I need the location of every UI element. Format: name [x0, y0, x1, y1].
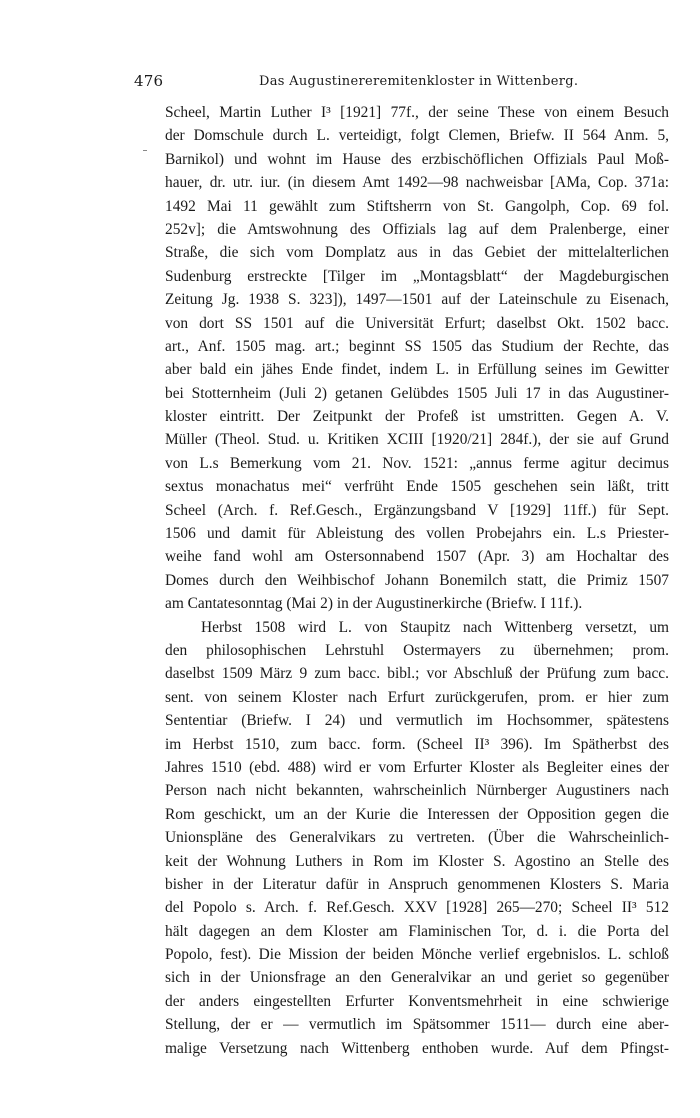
text-line: del Popolo s. Arch. f. Ref.Gesch. XXV [1928] 265—270; Scheel II³ 512: [165, 899, 669, 917]
text-line: sent. von seinem Kloster nach Erfurt zurückgerufen, prom. er hier zum: [165, 688, 669, 706]
text-line: Stellung, der er — vermutlich im Spätsommer 1511— durch eine aber-: [165, 1016, 669, 1034]
text-line: aber bald ein jähes Ende findet, indem L. in Erfüllung seines im Gewitter: [165, 361, 669, 379]
text-line: 252v]; die Amtswohnung des Offizials lag auf dem Pralenberge, einer: [165, 220, 669, 238]
text-line: 1506 und damit für Ableistung des vollen Probejahrs ein. L.s Priester-: [165, 525, 669, 543]
text-line: malige Versetzung nach Wittenberg enthoben wurde. Auf dem Pfingst-: [165, 1039, 669, 1057]
text-line: am Cantatesonntag (Mai 2) in der Augustinerkirche (Briefw. I 11f.).: [165, 595, 583, 613]
text-line: Herbst 1508 wird L. von Staupitz nach Wittenberg versetzt, um: [201, 618, 669, 636]
page-number: 476: [134, 72, 164, 90]
text-line: bisher in der Literatur dafür in Anspruch genommenen Klosters S. Maria: [165, 875, 669, 893]
text-line: Barnikol) und wohnt im Hause des erzbischöflichen Offizials Paul Moß-: [165, 150, 669, 168]
text-line: Zeitung Jg. 1938 S. 323]), 1497—1501 auf der Lateinschule zu Eisenach,: [165, 291, 669, 309]
running-head: Das Augustinereremitenkloster in Wittenberg.: [259, 74, 579, 89]
text-line: der anders eingestellten Erfurter Konventsmehrheit in eine schwierige: [165, 992, 669, 1010]
text-line: weihe fand wohl am Ostersonnabend 1507 (Apr. 3) am Hochaltar des: [165, 548, 669, 566]
text-line: art., Anf. 1505 mag. art.; beginnt SS 1505 das Studium der Rechte, das: [165, 337, 669, 355]
text-line: Sententiar (Briefw. I 24) und vermutlich im Hochsommer, spätestens: [165, 712, 669, 730]
text-line: Popolo, fest). Die Mission der beiden Mönche verlief ergebnislos. L. schloß: [165, 946, 669, 964]
text-line: daselbst 1509 März 9 zum bacc. bibl.; vor Abschluß der Prüfung zum bacc.: [165, 665, 669, 683]
margin-mark: [143, 150, 147, 151]
text-line: im Herbst 1510, zum bacc. form. (Scheel II³ 396). Im Spätherbst des: [165, 735, 669, 753]
page-header: [134, 72, 664, 92]
text-line: hält dagegen an dem Kloster am Flaminischen Tor, d. i. die Porta del: [165, 922, 669, 940]
text-line: sich in der Unionsfrage an den Generalvikar an und geriet so gegenüber: [165, 969, 669, 987]
text-line: Sudenburg erstreckte [Tilger im „Montagsblatt“ der Magdeburgischen: [165, 267, 669, 285]
text-line: keit der Wohnung Luthers in Rom im Kloster S. Agostino an Stelle des: [165, 852, 669, 870]
text-line: Person nach nicht bekannten, wahrscheinlich Nürnberger Augustiners nach: [165, 782, 669, 800]
text-line: der Domschule durch L. verteidigt, folgt Clemen, Briefw. II 564 Anm. 5,: [165, 127, 669, 145]
text-line: 1492 Mai 11 gewählt zum Stiftsherrn von St. Gangolph, Cop. 69 fol.: [165, 197, 669, 215]
text-line: Jahres 1510 (ebd. 488) wird er vom Erfurter Kloster als Begleiter eines der: [165, 758, 669, 776]
text-line: sextus monachatus mei“ verfrüht Ende 1505 geschehen sein läßt, tritt: [165, 478, 669, 496]
text-line: Unionspläne des Generalvikars zu vertreten. (Über die Wahrscheinlich-: [165, 829, 669, 847]
text-line: Scheel (Arch. f. Ref.Gesch., Ergänzungsband V [1929] 11ff.) für Sept.: [165, 501, 669, 519]
text-line: Müller (Theol. Stud. u. Kritiken XCIII [1920/21] 284f.), der sie auf Grund: [165, 431, 669, 449]
text-line: von dort SS 1501 auf die Universität Erfurt; daselbst Okt. 1502 bacc.: [165, 314, 669, 332]
text-line: von L.s Bemerkung vom 21. Nov. 1521: „annus ferme agitur decimus: [165, 454, 669, 472]
text-line: den philosophischen Lehrstuhl Ostermayers zu übernehmen; prom.: [165, 641, 669, 659]
text-line: kloster eintritt. Der Zeitpunkt der Profeß ist umstritten. Gegen A. V.: [165, 408, 669, 426]
text-line: Domes durch den Weihbischof Johann Bonemilch statt, die Primiz 1507: [165, 571, 669, 589]
text-line: bei Stotternheim (Juli 2) getanen Gelübdes 1505 Juli 17 in das Augustiner-: [165, 384, 669, 402]
text-line: Straße, die sich vom Domplatz aus in das Gebiet der mittelalterlichen: [165, 244, 669, 262]
text-line: Scheel, Martin Luther I³ [1921] 77f., der seine These von einem Besuch: [165, 104, 669, 121]
body-text: [165, 101, 669, 1060]
text-line: Rom geschickt, um an der Kurie die Interessen der Opposition gegen die: [165, 805, 669, 823]
text-line: hauer, dr. utr. iur. (in diesem Amt 1492—98 nachweisbar [AMa, Cop. 371a:: [165, 174, 669, 192]
